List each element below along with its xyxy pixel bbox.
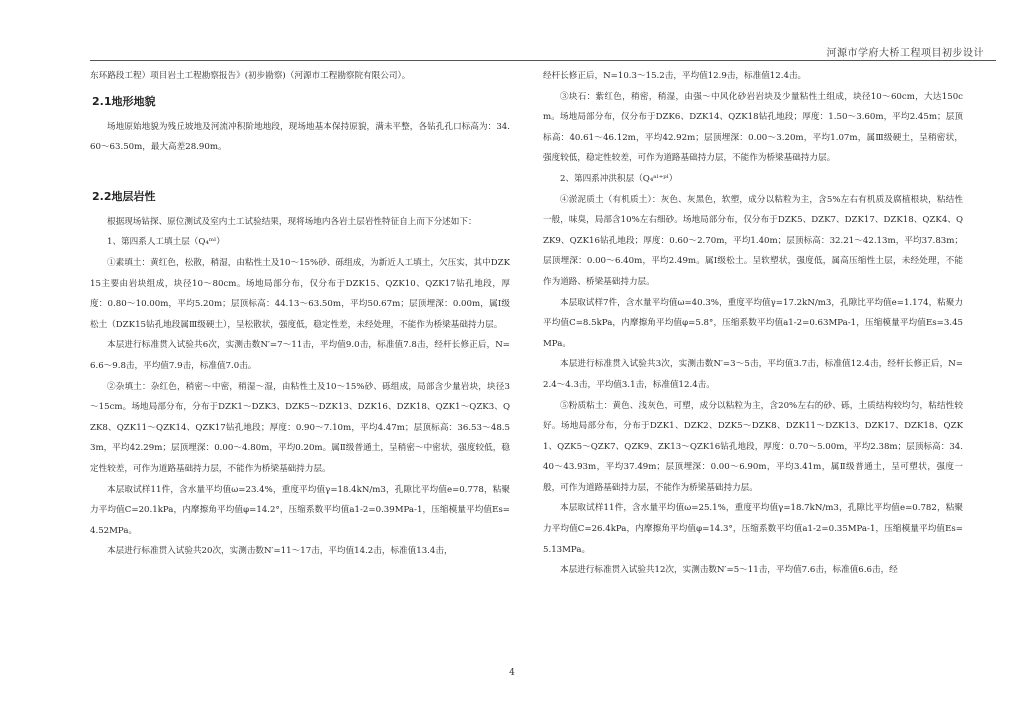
document-header-title: 河源市学府大桥工程项目初步设计 (826, 48, 984, 59)
left-column (90, 66, 510, 562)
spt-continued-paragraph: 经杆长修正后，N=10.3～15.2击，平均值12.9击，标准值12.4击。 (543, 71, 807, 81)
silty-clay-spt-paragraph: 本层进行标准贯入试验共12次，实测击数N′=5～11击，平均值7.6击，标准值6.6击，经 (560, 565, 898, 576)
silty-soil-test-paragraph: 本层取试样7件，含水量平均值ω=40.3%，重度平均值γ=17.2kN/m3，孔隙比平均值e=1.174，粘聚力平均值C=8.5kPa，内摩擦角平均值φ=5.8°，压缩系数平均值a1-2=0.63MPa-1，压缩模量平均值Es=3.45MPa。 (543, 297, 963, 349)
terrain-paragraph: 场地原始地貌为残丘坡地及河流冲积阶地地段，现场地基本保持原貌，满未平整，各钻孔孔口标高为：34.60～63.50m，最大高差28.90m。 (90, 121, 510, 153)
miscellaneous-fill-test-paragraph: 本层取试样11件，含水量平均值ω=23.4%，重度平均值γ=18.4kN/m3，孔隙比平均值e=0.778，粘聚力平均值C=20.1kPa，内摩擦角平均值φ=14.2°，压缩系数平均值a1-2=0.39MPa-1，压缩模量平均值Es=4.52MPa。 (90, 484, 510, 536)
silty-soil-spt-paragraph: 本层进行标准贯入试验共3次，实测击数N′=3～5击，平均值3.7击，标准值12.4击，经杆长修正后，N=2.4～4.3击，平均值3.1击，标准值12.4击。 (543, 359, 963, 390)
plain-fill-paragraph: ①素填土：黄红色，松散，稍湿，由粘性土及10～15%砂、砾组成，为新近人工填土，欠压实，其中DZK15主要由岩块组成，块径10～80cm。场地局部分布，仅分布于DZK15、QZK10、QZK17钻孔地段，厚度：0.80～10.00m，平均5.20m；层顶标高：44.13～63.50m，平均50.67m；层顶埋深：0.00m，属Ⅰ级松土（DZK15钻孔地段属Ⅲ级硬土），呈松散状，强度低，稳定性差，未经处理，不能作为桥梁基础持力层。 (90, 257, 510, 330)
section-heading-terrain: 2.1地形地貌 (92, 94, 156, 108)
silty-soil-paragraph: ④淤泥质土（有机质土）：灰色、灰黑色，软塑，成分以粘粒为主，含5%左右有机质及腐植根块，粘结性一般，味臭，局部含10%左右细砂。场地局部分布，仅分布于DZK5、DZK7、DZK17、DZK18、QZK4、QZK9、QZK16钻孔地段；厚度：0.60～2.70m，平均1.40m；层顶标高：32.21～42.13m，平均37.83m；层顶埋深：0.00～6.40m，平均2.49m。属Ⅰ级松土。呈软塑状，强度低，属高压缩性土层，未经处理，不能作为道路、桥梁基础持力层。 (543, 194, 963, 287)
silty-clay-paragraph: ⑤粉质粘土：黄色、浅灰色，可塑，成分以粘粒为主，含20%左右的砂、砾，土质结构较均匀，粘结性较好。场地局部分布，分布于DZK1、DZK2、DZK5～DZK8、DZK11～DZK13、DZK17、DZK18、QZK1、QZK5～QZK7、QZK9、ZK13～QZK16钻孔地段，厚度：0.70～5.00m，平均2.38m；层顶标高：34.40～43.93m，平均37.49m；层顶埋深：0.00～6.90m，平均3.41m，属Ⅱ级普通土，呈可塑状，强度一般，可作为道路基础持力层，不能作为桥梁基础持力层。 (543, 400, 963, 493)
plain-fill-spt-paragraph: 本层进行标准贯入试验共6次，实测击数N′=7～11击，平均值9.0击，标准值7.8击，经杆长修正后，N=6.6～9.8击，平均值7.9击，标准值7.0击。 (90, 340, 510, 371)
miscellaneous-fill-paragraph: ②杂填土：杂红色，稍密～中密，稍湿～湿，由粘性土及10～15%砂、砾组成，局部含少量岩块，块径3～15cm。场地局部分布，分布于DZK1～DZK3、DZK5～DZK13、DZK16、DZK18、QZK1～QZK3、QZK8、QZK11～QZK14、QZK17钻孔地段；厚度：0.90～7.10m，平均4.47m；层顶标高：36.53～48.53m，平均42.29m；层顶埋深：0.00～4.80m，平均0.20m。属Ⅱ级普通土，呈稍密～中密状，强度较低，稳定性较差，可作为道路基础持力层，不能作为桥梁基础持力层。 (90, 381, 510, 474)
silty-clay-test-paragraph: 本层取试样11件，含水量平均值ω=25.1%，重度平均值γ=18.7kN/m3，孔隙比平均值e=0.782，粘聚力平均值C=26.4kPa，内摩擦角平均值φ=14.3°，压缩系数平均值a1-2=0.35MPa-1，压缩模量平均值Es=5.13MPa。 (543, 503, 963, 555)
layer2-subheading: 2、第四系冲洪积层（Q₄ᵃˡ⁺ᵖˡ） (560, 173, 678, 184)
page-number: 4 (509, 668, 515, 678)
strata-intro-paragraph: 根据现场钻探、原位测试及室内土工试验结果，现将场地内各岩土层岩性特征自上而下分述如下： (107, 216, 477, 227)
intro-tail-paragraph: 东环路段工程）项目岩土工程勘察报告》(初步勘察)（河源市工程勘察院有限公司）。 (90, 71, 411, 81)
layer1-subheading: 1、第四系人工填土层（Q₄ᵐˡ） (107, 237, 225, 248)
right-column (543, 66, 963, 581)
header-divider (90, 60, 996, 61)
block-stone-paragraph: ③块石：紫红色，稍密，稍湿，由强～中风化砂岩岩块及少量粘性土组成，块径10～60cm，大达150cm。场地局部分布，仅分布于DZK6、DZK14、QZK18钻孔地段；厚度：1.50～3.60m，平均2.45m；层顶标高：40.61～46.12m，平均42.92m；层顶埋深：0.00～3.20m，平均1.07m，属Ⅲ级硬土，呈稍密状，强度较低，稳定性较差，可作为道路基础持力层，不能作为桥梁基础持力层。 (543, 91, 963, 164)
section-heading-strata: 2.2地层岩性 (92, 189, 156, 203)
miscellaneous-fill-spt-paragraph: 本层进行标准贯入试验共20次，实测击数N′=11～17击，平均值14.2击，标准值13.4击， (107, 546, 453, 557)
